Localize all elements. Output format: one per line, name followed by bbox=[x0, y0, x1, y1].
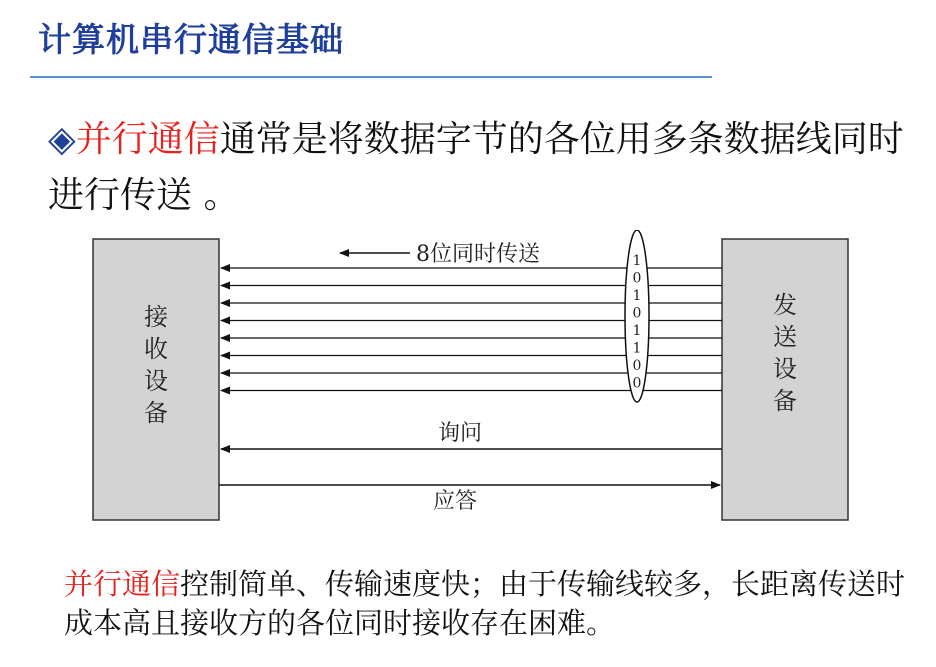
intro-paragraph bbox=[48, 112, 928, 224]
diamond-bullet-icon: ◈ bbox=[48, 119, 76, 160]
bit-label: 0 bbox=[632, 305, 642, 322]
parallel-transfer-diagram bbox=[80, 230, 870, 530]
summary-text: 控制简单、传输速度快；由于传输线较多，长距离传送时成本高且接收方的各位同时接收存在困难。 bbox=[64, 567, 906, 640]
title-divider bbox=[30, 76, 712, 78]
transfer-label: 8位同时传送 bbox=[416, 242, 540, 267]
bits-group bbox=[633, 253, 642, 392]
bit-label: 1 bbox=[632, 340, 642, 357]
bit-label: 1 bbox=[632, 288, 642, 304]
reply-label: 应答 bbox=[433, 489, 478, 514]
intro-text: 通常是将数据字节的各位用多条数据线同时进行传送 。 bbox=[48, 119, 904, 216]
query-label: 询问 bbox=[438, 421, 483, 446]
sender-device-label: 发送设备 bbox=[773, 291, 797, 415]
bit-label: 1 bbox=[632, 323, 642, 339]
intro-term: 并行通信 bbox=[75, 119, 220, 160]
page-title: 计算机串行通信基础 bbox=[38, 20, 344, 59]
summary-term: 并行通信 bbox=[64, 567, 181, 601]
bit-label: 0 bbox=[632, 375, 642, 392]
bit-label: 1 bbox=[632, 253, 642, 269]
bit-label: 0 bbox=[632, 270, 642, 287]
receiver-device-label: 接收设备 bbox=[144, 303, 168, 427]
bit-label: 0 bbox=[632, 358, 642, 374]
summary-paragraph bbox=[64, 565, 924, 643]
